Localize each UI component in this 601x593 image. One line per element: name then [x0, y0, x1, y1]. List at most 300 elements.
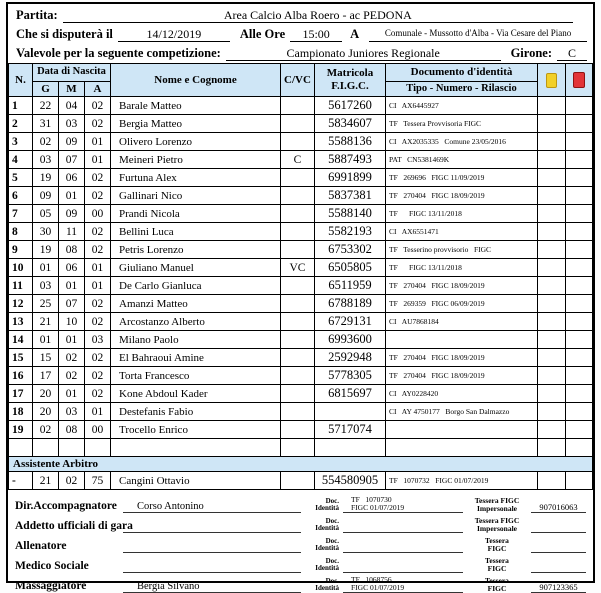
cell-m: 03	[59, 403, 85, 421]
cell-yc	[538, 439, 566, 457]
doc-identita-label: Doc. Identità	[301, 538, 343, 553]
cell-n: 17	[9, 385, 33, 403]
cell-n: 18	[9, 403, 33, 421]
cell-m: 07	[59, 151, 85, 169]
cell-n: 7	[9, 205, 33, 223]
tessera-figc-label: Tessera FIGC	[463, 577, 531, 593]
cell-n: 3	[9, 133, 33, 151]
cell-n: 2	[9, 115, 33, 133]
table-row	[9, 367, 593, 385]
table-row	[9, 259, 593, 277]
col-header-doc-sub: Tipo - Numero - Rilascio	[386, 82, 538, 97]
cell-rc	[566, 367, 593, 385]
cell-matricola: 5588140	[315, 205, 386, 223]
cell-yc	[538, 187, 566, 205]
cell-n: 1	[9, 97, 33, 115]
cell-g: 03	[33, 151, 59, 169]
cell-rc	[566, 421, 593, 439]
cell-rc	[566, 151, 593, 169]
cell-matricola: 5582193	[315, 223, 386, 241]
cell-n: 10	[9, 259, 33, 277]
tessera-figc-label: Tessera FIGC	[463, 557, 531, 574]
table-row	[9, 151, 593, 169]
official-doc-field	[343, 552, 463, 553]
official-row	[15, 534, 586, 553]
official-doc-field: TF 1070730 FIGC 01/07/2019	[343, 496, 463, 514]
cell-name: Meineri Pietro	[111, 151, 281, 169]
official-role-label: Medico Sociale	[15, 560, 123, 573]
cell-doc: TF 269696 FIGC 11/09/2019	[386, 169, 538, 187]
cell-matricola: 5834607	[315, 115, 386, 133]
cell-name: De Carlo Gianluca	[111, 277, 281, 295]
competition-line	[16, 46, 587, 61]
cell-cvc: C	[281, 151, 315, 169]
cell-name: Bellini Luca	[111, 223, 281, 241]
col-header-birthdate: Data di Nascita	[33, 64, 111, 82]
cell-matricola: 6505805	[315, 259, 386, 277]
cell-cvc	[281, 421, 315, 439]
cell-doc: TF 270404 FIGC 18/09/2019	[386, 187, 538, 205]
official-role-label: Allenatore	[15, 540, 123, 553]
cell-rc	[566, 133, 593, 151]
cell-g: 21	[33, 472, 59, 490]
officials-section	[8, 490, 593, 593]
match-time: 15:00	[290, 28, 342, 42]
cell-cvc	[281, 97, 315, 115]
cell-rc	[566, 313, 593, 331]
cell-a: 02	[85, 313, 111, 331]
tessera-number-field	[531, 552, 586, 553]
partita-line	[16, 8, 587, 23]
cell-rc	[566, 259, 593, 277]
cell-a: 01	[85, 259, 111, 277]
cell-yc	[538, 277, 566, 295]
cell-yc	[538, 313, 566, 331]
cell-name: Petris Lorenzo	[111, 241, 281, 259]
cell-yc	[538, 385, 566, 403]
cell-g: 17	[33, 367, 59, 385]
table-row	[9, 313, 593, 331]
empty-row	[9, 439, 593, 457]
cell-rc	[566, 403, 593, 421]
cell-n: -	[9, 472, 33, 490]
cell-doc: CI AY 4750177 Borgo San Dalmazzo	[386, 403, 538, 421]
tessera-number-field	[531, 572, 586, 573]
cell-doc	[386, 331, 538, 349]
cell-n: 15	[9, 349, 33, 367]
girone-value: C	[557, 47, 587, 61]
doc-identita-label: Doc. Identità	[301, 558, 343, 573]
girone-label: Girone:	[511, 46, 552, 61]
cell-name: Amanzi Matteo	[111, 295, 281, 313]
cell-m: 09	[59, 133, 85, 151]
col-header-n: N.	[9, 64, 33, 97]
cell-rc	[566, 277, 593, 295]
col-header-day: G	[33, 82, 59, 97]
cell-rc	[566, 223, 593, 241]
official-doc-field: TF 1068756 FIGC 01/07/2019	[343, 576, 463, 593]
cell-cvc	[281, 313, 315, 331]
cell-a: 02	[85, 97, 111, 115]
col-header-red-card	[566, 64, 593, 97]
cell-yc	[538, 295, 566, 313]
cell-g: 02	[33, 421, 59, 439]
roster-table-header	[9, 64, 593, 97]
cell-n: 12	[9, 295, 33, 313]
cell-matricola	[315, 403, 386, 421]
official-row	[15, 574, 586, 593]
cell-a	[85, 439, 111, 457]
table-row	[9, 115, 593, 133]
date-line	[16, 27, 587, 42]
cell-yc	[538, 403, 566, 421]
cell-rc	[566, 385, 593, 403]
cell-yc	[538, 241, 566, 259]
matricola-label-line1: Matricola	[315, 67, 385, 80]
cell-name: Milano Paolo	[111, 331, 281, 349]
cell-cvc	[281, 295, 315, 313]
cell-matricola: 554580905	[315, 472, 386, 490]
cell-a: 02	[85, 223, 111, 241]
official-name-field	[123, 572, 301, 573]
cell-matricola: 6991899	[315, 169, 386, 187]
cell-doc	[386, 439, 538, 457]
cell-matricola: 6788189	[315, 295, 386, 313]
official-role-label: Massaggiatore	[15, 580, 123, 593]
cell-name: Giuliano Manuel	[111, 259, 281, 277]
cell-a: 01	[85, 133, 111, 151]
cell-g: 21	[33, 313, 59, 331]
table-row	[9, 421, 593, 439]
cell-cvc	[281, 169, 315, 187]
cell-n: 5	[9, 169, 33, 187]
official-name-field	[123, 552, 301, 553]
table-row	[9, 187, 593, 205]
cell-doc: TF 270404 FIGC 18/09/2019	[386, 349, 538, 367]
cell-cvc	[281, 367, 315, 385]
cell-name: Arcostanzo Alberto	[111, 313, 281, 331]
cell-doc: CI AY0228420	[386, 385, 538, 403]
cell-yc	[538, 259, 566, 277]
cell-yc	[538, 223, 566, 241]
cell-m: 01	[59, 277, 85, 295]
cell-matricola: 5887493	[315, 151, 386, 169]
cell-matricola: 6511959	[315, 277, 386, 295]
cell-g: 01	[33, 259, 59, 277]
cell-cvc	[281, 277, 315, 295]
cell-doc: CI AX2035335 Comune 23/05/2016	[386, 133, 538, 151]
assistant-referee-row	[9, 472, 593, 490]
cell-a: 02	[85, 115, 111, 133]
assistente-arbitro-label: Assistente Arbitro	[9, 457, 593, 472]
cell-a: 02	[85, 295, 111, 313]
col-header-name: Nome e Cognome	[111, 64, 281, 97]
tessera-figc-label: Tessera FIGC Impersonale	[463, 497, 531, 514]
cell-m: 01	[59, 385, 85, 403]
cell-cvc	[281, 349, 315, 367]
doc-identita-label: Doc. Identità	[301, 578, 343, 593]
cell-doc: TF Tessera Provvisoria FIGC	[386, 115, 538, 133]
table-row	[9, 295, 593, 313]
official-doc-field	[343, 532, 463, 533]
cell-m: 08	[59, 241, 85, 259]
cell-g: 05	[33, 205, 59, 223]
table-row	[9, 331, 593, 349]
cell-yc	[538, 349, 566, 367]
table-row	[9, 349, 593, 367]
cell-doc: PAT CN5381469K	[386, 151, 538, 169]
cell-name: Kone Abdoul Kader	[111, 385, 281, 403]
cell-name	[111, 439, 281, 457]
cell-matricola: 5717074	[315, 421, 386, 439]
col-header-matricola	[315, 64, 386, 97]
cell-doc: TF Tesserino provvisorio FIGC	[386, 241, 538, 259]
match-date: 14/12/2019	[118, 28, 230, 42]
cell-g: 25	[33, 295, 59, 313]
cell-n: 19	[9, 421, 33, 439]
cell-g: 09	[33, 187, 59, 205]
cell-g: 03	[33, 277, 59, 295]
cell-m: 09	[59, 205, 85, 223]
cell-m: 03	[59, 115, 85, 133]
cell-a: 02	[85, 385, 111, 403]
cell-m: 11	[59, 223, 85, 241]
official-name-field: Bergia Silvano	[123, 581, 301, 593]
cell-doc	[386, 421, 538, 439]
cell-a: 01	[85, 277, 111, 295]
cell-matricola: 6815697	[315, 385, 386, 403]
official-name-field: Corso Antonino	[123, 501, 301, 513]
cell-cvc	[281, 205, 315, 223]
cell-matricola: 5588136	[315, 133, 386, 151]
cell-doc: TF 1070732 FIGC 01/07/2019	[386, 472, 538, 490]
cell-matricola: 6993600	[315, 331, 386, 349]
cell-a: 75	[85, 472, 111, 490]
cell-doc: CI AU7868184	[386, 313, 538, 331]
match-roster-document	[6, 2, 595, 583]
cell-doc: TF 270404 FIGC 18/09/2019	[386, 367, 538, 385]
cell-rc	[566, 439, 593, 457]
cell-g: 22	[33, 97, 59, 115]
cell-n	[9, 439, 33, 457]
cell-yc	[538, 115, 566, 133]
cell-a: 00	[85, 421, 111, 439]
cell-m: 02	[59, 472, 85, 490]
cell-cvc: VC	[281, 259, 315, 277]
table-row	[9, 403, 593, 421]
match-header	[8, 4, 593, 61]
cell-cvc	[281, 133, 315, 151]
cell-rc	[566, 115, 593, 133]
table-row	[9, 277, 593, 295]
cell-g: 15	[33, 349, 59, 367]
cell-cvc	[281, 385, 315, 403]
cell-m: 01	[59, 331, 85, 349]
cell-yc	[538, 421, 566, 439]
table-row	[9, 223, 593, 241]
cell-name: Cangini Ottavio	[111, 472, 281, 490]
doc-identita-label: Doc. Identità	[301, 498, 343, 513]
cell-m: 01	[59, 187, 85, 205]
cell-rc	[566, 187, 593, 205]
cell-cvc	[281, 331, 315, 349]
cell-doc: TF 270404 FIGC 18/09/2019	[386, 277, 538, 295]
cell-matricola: 2592948	[315, 349, 386, 367]
cell-a: 00	[85, 205, 111, 223]
cell-m: 04	[59, 97, 85, 115]
players-body	[9, 97, 593, 490]
cell-name: Prandi Nicola	[111, 205, 281, 223]
cell-yc	[538, 169, 566, 187]
cell-a: 01	[85, 151, 111, 169]
cell-cvc	[281, 403, 315, 421]
cell-rc	[566, 331, 593, 349]
at-label: A	[350, 27, 359, 42]
cell-yc	[538, 367, 566, 385]
cell-name: Gallinari Nico	[111, 187, 281, 205]
cell-doc: TF FIGC 13/11/2018	[386, 259, 538, 277]
cell-rc	[566, 169, 593, 187]
doc-identita-label: Doc. Identità	[301, 518, 343, 533]
cell-rc	[566, 472, 593, 490]
cell-n: 16	[9, 367, 33, 385]
col-header-month: M	[59, 82, 85, 97]
cell-name: Furtuna Alex	[111, 169, 281, 187]
cell-doc: CI AX6445927	[386, 97, 538, 115]
cell-name: Olivero Lorenzo	[111, 133, 281, 151]
matricola-label-line2: F.I.G.C.	[315, 80, 385, 93]
cell-cvc	[281, 241, 315, 259]
official-name-field	[123, 532, 301, 533]
cell-rc	[566, 295, 593, 313]
cell-doc: TF 269359 FIGC 06/09/2019	[386, 295, 538, 313]
cell-rc	[566, 97, 593, 115]
cell-a: 03	[85, 331, 111, 349]
cell-n: 4	[9, 151, 33, 169]
red-card-icon	[573, 72, 585, 88]
tessera-number-field: 907016063	[531, 502, 586, 513]
competition: Campionato Juniores Regionale	[226, 47, 501, 61]
cell-matricola: 5837381	[315, 187, 386, 205]
cell-matricola: 5617260	[315, 97, 386, 115]
cell-matricola: 5778305	[315, 367, 386, 385]
cell-yc	[538, 97, 566, 115]
cell-g: 19	[33, 169, 59, 187]
cell-cvc	[281, 223, 315, 241]
cell-rc	[566, 241, 593, 259]
cell-name: El Bahraoui Amine	[111, 349, 281, 367]
cell-g: 31	[33, 115, 59, 133]
time-label: Alle Ore	[240, 27, 285, 42]
official-row	[15, 494, 586, 513]
cell-name: Trocello Enrico	[111, 421, 281, 439]
table-row	[9, 241, 593, 259]
cell-yc	[538, 472, 566, 490]
date-label: Che si disputerà il	[16, 27, 113, 42]
tessera-figc-label: Tessera FIGC	[463, 537, 531, 554]
official-role-label: Addetto ufficiali di gara	[15, 520, 123, 533]
cell-a: 01	[85, 403, 111, 421]
yellow-card-icon	[546, 73, 557, 88]
cell-rc	[566, 205, 593, 223]
cell-m: 10	[59, 313, 85, 331]
cell-g: 02	[33, 133, 59, 151]
cell-a: 02	[85, 241, 111, 259]
match-title: Area Calcio Alba Roero - ac PEDONA	[63, 9, 573, 23]
cell-doc: TF FIGC 13/11/2018	[386, 205, 538, 223]
table-row	[9, 169, 593, 187]
cell-a: 02	[85, 367, 111, 385]
cell-g: 01	[33, 331, 59, 349]
table-row	[9, 97, 593, 115]
cell-name: Destefanis Fabio	[111, 403, 281, 421]
cell-a: 02	[85, 349, 111, 367]
cell-m: 06	[59, 259, 85, 277]
table-row	[9, 385, 593, 403]
official-role-label: Dir.Accompagnatore	[15, 500, 123, 513]
cell-m: 02	[59, 349, 85, 367]
tessera-number-field	[531, 532, 586, 533]
cell-m: 08	[59, 421, 85, 439]
cell-m: 02	[59, 367, 85, 385]
cell-g: 20	[33, 385, 59, 403]
cell-g: 20	[33, 403, 59, 421]
cell-n: 6	[9, 187, 33, 205]
cell-yc	[538, 133, 566, 151]
roster-table	[8, 63, 593, 490]
cell-a: 02	[85, 169, 111, 187]
cell-n: 9	[9, 241, 33, 259]
cell-matricola	[315, 439, 386, 457]
partita-label: Partita:	[16, 8, 58, 23]
cell-cvc	[281, 439, 315, 457]
cell-m: 06	[59, 169, 85, 187]
cell-n: 14	[9, 331, 33, 349]
official-row	[15, 554, 586, 573]
col-header-cvc: C/VC	[281, 64, 315, 97]
cell-name: Barale Matteo	[111, 97, 281, 115]
official-doc-field	[343, 572, 463, 573]
cell-n: 8	[9, 223, 33, 241]
cell-rc	[566, 349, 593, 367]
cell-g	[33, 439, 59, 457]
cell-matricola: 6753302	[315, 241, 386, 259]
col-header-yellow-card	[538, 64, 566, 97]
cell-name: Torta Francesco	[111, 367, 281, 385]
cell-yc	[538, 151, 566, 169]
table-row	[9, 205, 593, 223]
tessera-number-field: 907123365	[531, 582, 586, 593]
venue: Comunale - Mussotto d'Alba - Via Cesare del Piano	[369, 29, 587, 42]
cell-g: 19	[33, 241, 59, 259]
cell-cvc	[281, 472, 315, 490]
cell-yc	[538, 331, 566, 349]
cell-n: 13	[9, 313, 33, 331]
cell-yc	[538, 205, 566, 223]
cell-m: 07	[59, 295, 85, 313]
table-row	[9, 133, 593, 151]
cell-a: 02	[85, 187, 111, 205]
col-header-document: Documento d'identità	[386, 64, 538, 82]
cell-matricola: 6729131	[315, 313, 386, 331]
cell-m	[59, 439, 85, 457]
cell-g: 30	[33, 223, 59, 241]
assistente-arbitro-bar	[9, 457, 593, 472]
cell-doc: CI AX6551471	[386, 223, 538, 241]
tessera-figc-label: Tessera FIGC Impersonale	[463, 517, 531, 534]
cell-cvc	[281, 187, 315, 205]
official-row	[15, 514, 586, 533]
